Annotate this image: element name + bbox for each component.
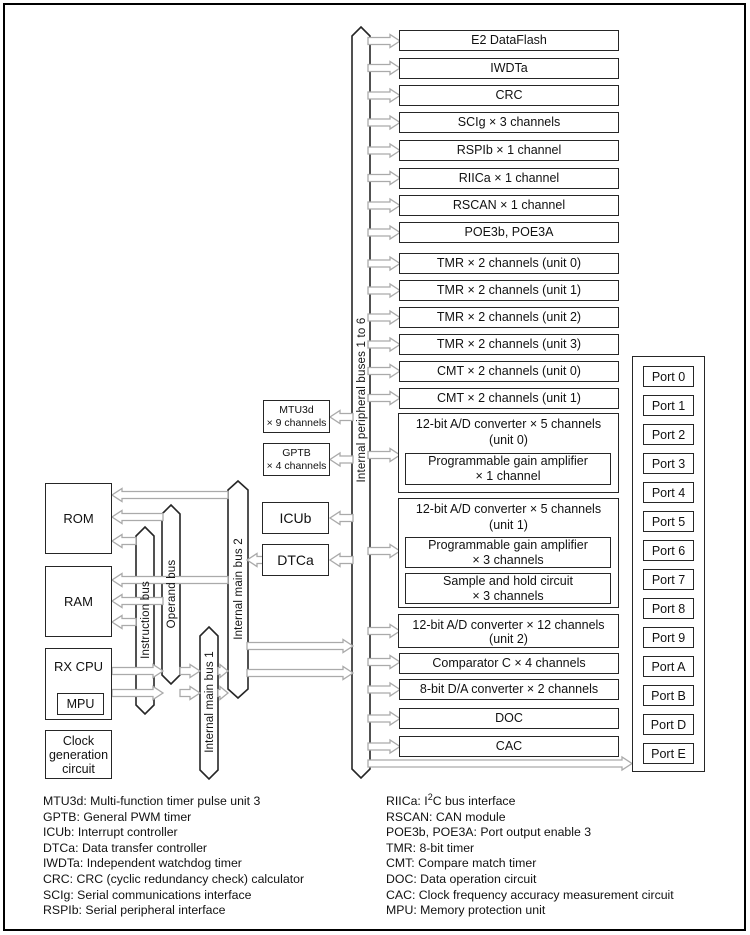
rx-cpu-block — [45, 648, 112, 720]
connector-arrow — [368, 740, 400, 753]
connector-arrow — [330, 453, 353, 466]
connector-arrow — [180, 687, 200, 700]
ram-block: RAM — [45, 566, 112, 637]
connector-arrow — [218, 665, 228, 678]
port-box: Port D — [643, 714, 694, 735]
connector-arrow — [112, 489, 228, 502]
legend-left — [43, 794, 304, 919]
connector-arrow — [112, 511, 163, 524]
port-box: Port 4 — [643, 482, 694, 503]
peripheral-block: CMT × 2 channels (unit 1) — [399, 388, 619, 409]
peripheral-block: CMT × 2 channels (unit 0) — [399, 361, 619, 382]
peripheral-block: IWDTa — [399, 58, 619, 79]
mtu3d-block: MTU3d × 9 channels — [263, 400, 330, 433]
connector-arrow — [368, 449, 400, 462]
legend-right — [386, 791, 674, 919]
operand-bus-label: Operand bus — [166, 559, 178, 629]
legend-line: RSCAN: CAN module — [386, 809, 506, 824]
legend-line: TMR: 8-bit timer — [386, 840, 475, 855]
peripheral-block: TMR × 2 channels (unit 1) — [399, 280, 619, 301]
rx-cpu-label: RX CPU — [53, 659, 104, 674]
port-box: Port 0 — [643, 366, 694, 387]
comparator-block: Comparator C × 4 channels — [399, 653, 619, 674]
connector-arrow — [368, 284, 400, 297]
legend-line: ICUb: Interrupt controller — [43, 825, 178, 840]
connector-arrow — [330, 512, 353, 525]
peripheral-block: E2 DataFlash — [399, 30, 619, 51]
internal-peripheral-bus-label: Internal peripheral buses 1 to 6 — [356, 317, 368, 483]
internal-main-bus1-label: Internal main bus 1 — [204, 651, 216, 753]
legend-line: GPTB: General PWM timer — [43, 809, 192, 824]
peripheral-block: TMR × 2 channels (unit 2) — [399, 307, 619, 328]
icub-block: ICUb — [262, 502, 329, 534]
peripheral-block: TMR × 2 channels (unit 0) — [399, 253, 619, 274]
dtca-block: DTCa — [262, 544, 329, 576]
legend-line: MPU: Memory protection unit — [386, 903, 546, 918]
legend-line: SCIg: Serial communications interface — [43, 887, 252, 902]
port-box: Port 9 — [643, 627, 694, 648]
connector-arrow — [368, 35, 400, 48]
connector-arrow — [368, 545, 400, 558]
connector-arrow — [368, 757, 632, 770]
connector-arrow — [368, 625, 400, 638]
instruction-bus-label: Instruction bus — [140, 581, 152, 659]
peripheral-block: CRC — [399, 85, 619, 106]
legend-line: POE3b, POE3A: Port output enable 3 — [386, 825, 592, 840]
connector-arrow — [368, 144, 400, 157]
connector-arrow — [112, 616, 136, 629]
port-box: Port E — [643, 743, 694, 764]
connector-arrow — [368, 683, 400, 696]
legend-line: DTCa: Data transfer controller — [43, 840, 208, 855]
connector-arrow — [180, 665, 200, 678]
connector-arrow — [368, 116, 400, 129]
connector-arrow — [368, 392, 400, 405]
port-box: Port 5 — [643, 511, 694, 532]
peripheral-block: RSPIb × 1 channel — [399, 140, 619, 161]
pga-unit1-block: Programmable gain amplifier × 3 channels — [405, 537, 611, 568]
connector-arrow — [330, 411, 353, 424]
peripheral-block: POE3b, POE3A — [399, 222, 619, 243]
port-box: Port 8 — [643, 598, 694, 619]
peripheral-block: RSCAN × 1 channel — [399, 195, 619, 216]
connector-arrow — [368, 656, 400, 669]
connector-arrow — [368, 311, 400, 324]
connector-arrow — [247, 667, 353, 680]
connector-arrow — [368, 199, 400, 212]
connector-arrow — [330, 554, 353, 567]
connector-arrow — [247, 554, 263, 567]
adc-unit0-block: 12-bit A/D converter × 5 channels (unit 0) Programmable gain amplifier × 1 channel — [398, 413, 619, 493]
connector-arrow — [368, 62, 400, 75]
connector-arrow — [368, 712, 400, 725]
adc-unit1-block: 12-bit A/D converter × 5 channels (unit 1) Programmable gain amplifier × 3 channels Sample and hold circuit × 3 channels — [398, 498, 619, 608]
connector-arrow — [112, 535, 136, 548]
doc-block: DOC — [399, 708, 619, 729]
legend-line: CRC: CRC (cyclic redundancy check) calculator — [43, 871, 305, 886]
clock-generation-block: Clock generation circuit — [45, 730, 112, 779]
peripheral-block: TMR × 2 channels (unit 3) — [399, 334, 619, 355]
connector-arrow — [368, 89, 400, 102]
legend-line: CMT: Compare match timer — [386, 856, 537, 871]
port-box: Port A — [643, 656, 694, 677]
connector-arrow — [368, 172, 400, 185]
connector-arrow — [368, 226, 400, 239]
dac-block: 8-bit D/A converter × 2 channels — [399, 679, 619, 700]
rom-block: ROM — [45, 483, 112, 554]
port-box: Port 3 — [643, 453, 694, 474]
connector-arrow — [368, 365, 400, 378]
legend-line: RSPIb: Serial peripheral interface — [43, 903, 226, 918]
gptb-block: GPTB × 4 channels — [263, 443, 330, 476]
internal-main-bus2-label: Internal main bus 2 — [233, 538, 245, 640]
port-box: Port B — [643, 685, 694, 706]
pga-unit0-block: Programmable gain amplifier × 1 channel — [405, 453, 611, 485]
port-container — [632, 356, 705, 772]
connector-arrow — [218, 687, 228, 700]
port-box: Port 2 — [643, 424, 694, 445]
legend-line: DOC: Data operation circuit — [386, 871, 537, 886]
port-box: Port 1 — [643, 395, 694, 416]
port-box: Port 6 — [643, 540, 694, 561]
legend-line: CAC: Clock frequency accuracy measurement circuit — [386, 887, 674, 902]
connector-arrow — [368, 338, 400, 351]
legend-line: IWDTa: Independent watchdog timer — [43, 856, 242, 871]
peripheral-block: RIICa × 1 channel — [399, 168, 619, 189]
port-box: Port 7 — [643, 569, 694, 590]
legend-line-riica: RIICa: $I^2C$ bus interface — [386, 791, 516, 808]
sample-hold-block: Sample and hold circuit × 3 channels — [405, 573, 611, 604]
connector-arrow — [247, 640, 353, 653]
peripheral-block: SCIg × 3 channels — [399, 112, 619, 133]
mpu-block: MPU — [57, 693, 104, 715]
adc-unit2-block: 12-bit A/D converter × 12 channels (unit 2) — [398, 614, 619, 648]
cac-block: CAC — [399, 736, 619, 757]
legend-line: MTU3d: Multi-function timer pulse unit 3 — [43, 794, 261, 808]
connector-arrow — [368, 257, 400, 270]
